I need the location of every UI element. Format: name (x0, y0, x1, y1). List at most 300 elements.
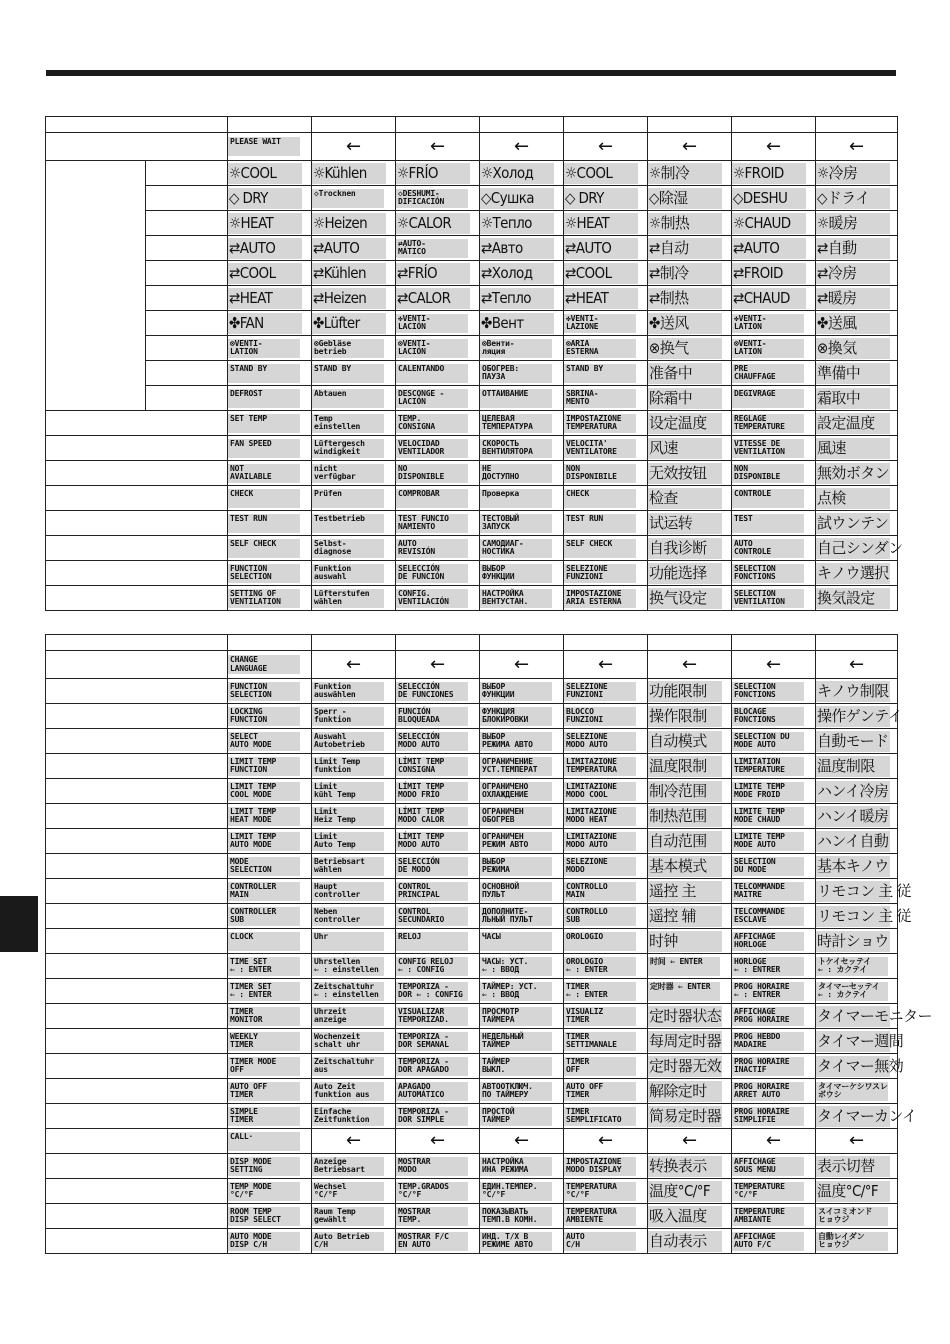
lcd-display-text: CONTROL SECUNDARIO (396, 907, 468, 926)
lcd-display-text: REGLAGE TEMPERATURE (732, 414, 804, 433)
lcd-display-text: ⊗Венти- ляция (480, 339, 552, 358)
lcd-display-text: TEMPORIZA - DOR APAGADO (396, 1057, 468, 1076)
lcd-display-text: ВЫБОР РЕЖИМА АВТО (480, 732, 552, 751)
lcd-display-text: nicht verfügbar (312, 464, 384, 483)
table-row (46, 779, 898, 804)
lcd-display-text: LIMIT TEMP AUTO MODE (228, 832, 300, 851)
lcd-display-text: CONTROLLER MAIN (228, 882, 300, 901)
lcd-display-text: LÍMIT TEMP MODO AUTO (396, 832, 468, 851)
lcd-display-text: TEMPERATURA AMBIENTE (564, 1207, 636, 1226)
lcd-display-text: Limit Auto Temp (312, 832, 384, 851)
lcd-display-text: PROG HORAIRE ⇐ : ENTRER (732, 982, 804, 1001)
lcd-display-text: ⇄Авто (480, 238, 554, 259)
lcd-display-text: НАСТРОЙКА ИНА РЕЖИМА (480, 1157, 552, 1176)
lcd-display-text: タイマーカンイ (817, 1106, 917, 1125)
row-label (46, 929, 228, 954)
table-row (46, 1104, 898, 1129)
lcd-display-text: ⇄AUTO (312, 238, 386, 259)
lcd-display-text: 設定温度 (816, 413, 890, 434)
lcd-display-text: 时间 ⇐ ENTER (648, 957, 720, 976)
top-rule (46, 70, 896, 76)
lcd-display-text: TEMPORIZA - DOR ⇐ : CONFIG (396, 982, 468, 1001)
lcd-display-text: ⇄COOL (564, 263, 638, 284)
lcd-display-text: ⇄自動 (816, 238, 890, 259)
lcd-display-text: SELECCIÓN DE FUNCIÓN (396, 564, 468, 583)
lcd-display-text: リモコン 主 従 (817, 881, 911, 900)
lcd-display-text: SELEZIONE FUNZIONI (564, 564, 636, 583)
lcd-display-text: SELECTION VENTILATION (732, 589, 804, 608)
mode-sub-label (146, 286, 228, 311)
lcd-display-text: 表示切替 (816, 1156, 890, 1177)
lcd-display-text: タイマー週間 (817, 1031, 904, 1050)
table-row (46, 133, 898, 161)
row-label (46, 1104, 228, 1129)
mode-sub-label (146, 311, 228, 336)
table-row (46, 486, 898, 511)
table-row (46, 1154, 898, 1179)
lcd-display-text: Lüftergesch windigkeit (312, 439, 384, 458)
lcd-display-text: LIMITAZIONE MODO HEAT (564, 807, 636, 826)
lcd-display-text: PRE CHAUFFAGE (732, 364, 804, 383)
lcd-display-text: Selbst- diagnose (312, 539, 384, 558)
lcd-display-text: SELECCIÓN DE MODO (396, 857, 468, 876)
lcd-display-text: ◇除湿 (648, 188, 722, 209)
lcd-display-text: TEMPERATURE AMBIANTE (732, 1207, 804, 1226)
lcd-display-text: IMPOSTAZIONE MODO DISPLAY (564, 1157, 636, 1176)
lcd-display-text: 自动表示 (648, 1231, 722, 1252)
lcd-display-text: LIMITATION TEMPERATURE (732, 757, 804, 776)
mode-sub-label (146, 211, 228, 236)
lcd-display-text: LIMIT TEMP COOL MODE (228, 782, 300, 801)
lcd-display-text: TEMP.GRADOS °C/°F (396, 1182, 468, 1201)
table-row (46, 1229, 898, 1254)
lcd-display-text: SELECCIÓN MODO AUTO (396, 732, 468, 751)
lcd-display-text: ROOM TEMP DISP SELECT (228, 1207, 300, 1226)
lcd-display-text: ⇄AUTO (228, 238, 302, 259)
lcd-display-text: 简易定时器 (649, 1106, 722, 1125)
lcd-display-text: VELOCITA' VENTILATORE (564, 439, 636, 458)
lcd-display-text: LÍMIT TEMP MODO CALOR (396, 807, 468, 826)
table-row (46, 929, 898, 954)
lcd-display-text: PROG HORAIRE ARRET AUTO (732, 1082, 804, 1101)
lcd-display-text: SELECTION DU MODE (732, 857, 804, 876)
lcd-display-text: ☼Тепло (480, 213, 554, 234)
lcd-display-text: OROLOGIO ⇐ : ENTER (564, 957, 636, 976)
lcd-display-text: SETTING OF VENTILATION (228, 589, 300, 608)
lcd-display-text: CALL· (228, 1132, 300, 1151)
lcd-display-text: SELECTION FONCTIONS (732, 682, 804, 701)
lcd-display-text: LIMIT TEMP FUNCTION (228, 757, 300, 776)
lcd-display-text: 试运转 (648, 513, 722, 534)
lcd-display-text: ☼FROID (732, 163, 806, 184)
lcd-display-text: 自动范围 (648, 831, 722, 852)
row-label (46, 854, 228, 879)
lcd-display-text: СКОРОСТЬ ВЕНТИЛЯТОРА (480, 439, 552, 458)
lcd-display-text: MOSTRAR MODO (396, 1157, 468, 1176)
lcd-display-text: ВЫБОР РЕЖИМА (480, 857, 552, 876)
same-as-english-arrow: ← (681, 653, 698, 675)
same-as-english-arrow: ← (345, 1130, 362, 1151)
lcd-display-text: 每周定时器 (649, 1031, 722, 1050)
table-row (46, 1054, 898, 1079)
lcd-display-text: ОГРАНИЧЕН РЕЖИМ АВТО (480, 832, 552, 851)
lcd-display-text: ☼COOL (564, 163, 638, 184)
lcd-display-text: 試ウンテン (817, 513, 889, 532)
lcd-display-text: SELECTION FONCTIONS (732, 564, 804, 583)
lcd-display-text: 準備中 (816, 363, 890, 384)
header-cell (46, 635, 228, 651)
row-label (46, 804, 228, 829)
lcd-display-text: ОГРАНИЧЕНИЕ УСТ.ТЕМПЕРАТ (480, 757, 552, 776)
table-row (46, 436, 898, 461)
lcd-display-text: トケイセッテイ ⇐ : カクテイ (816, 957, 888, 976)
mode-sub-label (146, 261, 228, 286)
lcd-display-text: キノウ制限 (817, 681, 889, 700)
lcd-display-text: NON DISPONIBILE (564, 464, 636, 483)
mode-sub-label (146, 161, 228, 186)
lcd-display-text: IMPOSTAZIONE TEMPERATURA (564, 414, 636, 433)
lcd-display-text: ⇄Kühlen (312, 263, 386, 284)
lcd-display-text: ДОПОЛНИТЕ- ЛЬНЫЙ ПУЛЬТ (480, 907, 552, 926)
lcd-display-text: AUTO CONTROLE (732, 539, 804, 558)
table-row (46, 261, 898, 286)
lcd-display-text: ⊗VENTI- LACIÓN (396, 339, 468, 358)
lcd-display-text: SELECTION DU MODE AUTO (732, 732, 804, 751)
lcd-display-text: НЕДЕЛЬНЫЙ ТАЙМЕР (480, 1032, 552, 1051)
lcd-display-text: 定时器无效 (649, 1056, 722, 1075)
lcd-display-text: ✤VENTI- LAZIONE (564, 314, 636, 333)
row-label (46, 133, 228, 161)
lcd-display-text: Neben controller (312, 907, 384, 926)
lcd-display-text: 自动模式 (648, 731, 722, 752)
row-label (46, 1204, 228, 1229)
header-cell (46, 117, 228, 133)
lcd-display-text: ТЕСТОВЫЙ ЗАПУСК (480, 514, 552, 533)
row-label (46, 954, 228, 979)
lcd-display-text: CONTROL PRINCIPAL (396, 882, 468, 901)
row-label (46, 704, 228, 729)
lcd-display-text: Wochenzeit schalt uhr (312, 1032, 384, 1051)
lcd-display-text: 检查 (648, 488, 722, 509)
lcd-display-text: АВТООТКЛЮЧ. ПО ТАЙМЕРУ (480, 1082, 552, 1101)
row-label (46, 586, 228, 611)
row-label (46, 979, 228, 1004)
lcd-display-text: TEMP MODE °C/°F (228, 1182, 300, 1201)
lcd-display-text: STAND BY (564, 364, 636, 383)
same-as-english-arrow: ← (848, 1130, 865, 1151)
lcd-display-text: ⇄冷房 (816, 263, 890, 284)
lcd-display-text: САМОДИАГ- НОСТИКА (480, 539, 552, 558)
language-header-row (46, 117, 898, 133)
lcd-display-text: ⇄AUTO (564, 238, 638, 259)
lcd-display-text: AUTO C/H (564, 1232, 636, 1251)
lcd-display-text: TEST RUN (228, 514, 300, 533)
lcd-display-text: 制冷范围 (648, 781, 722, 802)
lcd-display-text: VISUALIZAR TEMPORIZAD. (396, 1007, 468, 1026)
same-as-english-arrow: ← (597, 653, 614, 675)
lcd-display-text: ⇄HEAT (564, 288, 638, 309)
lcd-display-text: RELOJ (396, 932, 468, 951)
lcd-display-text: 温度°C/°F (648, 1181, 722, 1202)
table-row (46, 679, 898, 704)
lcd-display-text: ☼暖房 (816, 213, 890, 234)
table-row (46, 1079, 898, 1104)
lcd-display-text: Auto Zeit funktion aus (312, 1082, 384, 1101)
lcd-display-text: TEMPERATURA °C/°F (564, 1182, 636, 1201)
lcd-display-text: ⇄AUTO (732, 238, 806, 259)
row-label (46, 879, 228, 904)
lcd-display-text: CONFIG. VENTILACIÓN (396, 589, 468, 608)
lcd-display-text: Uhrzeit anzeige (312, 1007, 384, 1026)
lcd-display-text: 換気設定 (816, 588, 890, 609)
lcd-display-text: AFFICHAGE PROG HORAIRE (732, 1007, 804, 1026)
lcd-display-text: CONTROLLER SUB (228, 907, 300, 926)
lcd-display-text: 温度°C/°F (816, 1181, 890, 1202)
lcd-display-text: 吸入温度 (648, 1206, 722, 1227)
lcd-display-text: DESCONGE - LACIÓN (396, 389, 468, 408)
lcd-display-text: Uhr (312, 932, 384, 951)
lcd-display-text: ПРОСТОЙ ТАЙМЕР (480, 1107, 552, 1126)
lcd-display-text: 遥控 辅 (648, 906, 722, 927)
header-cell (312, 635, 396, 651)
lcd-display-text: ОГРАНИЧЕНО ОХЛАЖДЕНИЕ (480, 782, 552, 801)
lcd-display-text: ⊗VENTI- LATION (732, 339, 804, 358)
lcd-display-text: APAGADO AUTOMÁTICO (396, 1082, 468, 1101)
lcd-display-text: LIMITE TEMP MODE AUTO (732, 832, 804, 851)
lcd-display-text: LIMITAZIONE MODO COOL (564, 782, 636, 801)
lcd-display-text: 风速 (648, 438, 722, 459)
table-row (46, 361, 898, 386)
row-label (46, 411, 228, 436)
lcd-display-text: ВЫБОР ФУНКЦИИ (480, 564, 552, 583)
lcd-display-text: MOSTRAR TEMP. (396, 1207, 468, 1226)
lcd-display-text: Anzeige Betriebsart (312, 1157, 384, 1176)
table-row (46, 311, 898, 336)
lcd-display-text: Abtauen (312, 389, 384, 408)
header-cell (396, 117, 480, 133)
lcd-display-text: ОСНОВНОЙ ПУЛЬТ (480, 882, 552, 901)
lcd-display-text: ПРОСМОТР ТАЙМЕРА (480, 1007, 552, 1026)
lcd-display-text: SELEZIONE MODO (564, 857, 636, 876)
table-row (46, 1029, 898, 1054)
lcd-display-text: Проверка (480, 489, 552, 508)
lcd-display-text: TIMER OFF (564, 1057, 636, 1076)
lcd-display-text: FUNCTION SELECTION (228, 682, 300, 701)
lcd-display-text: DEGIVRAGE (732, 389, 804, 408)
lcd-display-text: ⇄制热 (648, 288, 722, 309)
lcd-display-text: FAN SPEED (228, 439, 300, 458)
lcd-display-text: TIMER SETTIMANALE (564, 1032, 636, 1051)
lcd-display-text: TEST (732, 514, 804, 533)
lcd-display-text: 風速 (816, 438, 890, 459)
row-label (46, 436, 228, 461)
lcd-display-text: TIME SET ⇐ : ENTER (228, 957, 300, 976)
lcd-display-text: 时钟 (648, 931, 722, 952)
lcd-display-text: タイマー無効 (817, 1056, 904, 1075)
lcd-display-text: TELCOMMANDE ESCLAVE (732, 907, 804, 926)
lcd-display-text: VISUALIZ TIMER (564, 1007, 636, 1026)
same-as-english-arrow: ← (681, 1130, 698, 1151)
same-as-english-arrow: ← (765, 135, 782, 157)
lcd-display-text: SELEZIONE FUNZIONI (564, 682, 636, 701)
lcd-display-text: Auto Betrieb C/H (312, 1232, 384, 1251)
lcd-display-text: LIMITE TEMP MODE FROID (732, 782, 804, 801)
table-row (46, 954, 898, 979)
table-row (46, 829, 898, 854)
lcd-display-text: НЕ ДОСТУПНО (480, 464, 552, 483)
lcd-display-text: Zeitschaltuhr ⇐ : einstellen (312, 982, 384, 1001)
row-label (46, 561, 228, 586)
row-label (46, 779, 228, 804)
lcd-message-table-2 (45, 634, 932, 1254)
lcd-display-text: LIMITE TEMP MODE CHAUD (732, 807, 804, 826)
lcd-display-text: Raum Temp gewählt (312, 1207, 384, 1226)
lcd-display-text: BLOCAGE FONCTIONS (732, 707, 804, 726)
lcd-display-text: PROG HORAIRE SIMPLIFIE (732, 1107, 804, 1126)
lcd-display-text: LIMITAZIONE MODO AUTO (564, 832, 636, 851)
lcd-display-text: ✤Вент (480, 313, 554, 334)
lcd-display-text: ハンイ自動 (817, 831, 889, 850)
lcd-display-text: Temp einstellen (312, 414, 384, 433)
same-as-english-arrow: ← (681, 135, 698, 157)
lcd-display-text: STAND BY (312, 364, 384, 383)
table-row (46, 1179, 898, 1204)
lcd-display-text: ⇄自动 (648, 238, 722, 259)
lcd-display-text: SET TEMP (228, 414, 300, 433)
lcd-display-text: Einfache Zeitfunktion (312, 1107, 384, 1126)
lcd-display-text: Limit Temp funktion (312, 757, 384, 776)
lcd-display-text: LIMIT TEMP HEAT MODE (228, 807, 300, 826)
lcd-display-text: PLEASE WAIT (228, 137, 300, 156)
row-label (46, 1029, 228, 1054)
lcd-display-text: 点検 (816, 488, 890, 509)
lcd-display-text: Haupt controller (312, 882, 384, 901)
lcd-display-text: TELCOMMANDE MAITRE (732, 882, 804, 901)
lcd-display-text: CHECK (228, 489, 300, 508)
lcd-display-text: 温度制限 (816, 756, 890, 777)
row-label (46, 754, 228, 779)
table-row (46, 804, 898, 829)
header-cell (312, 117, 396, 133)
table-row (46, 411, 898, 436)
lcd-display-text: CALENTANDO (396, 364, 468, 383)
lcd-display-text: ☼HEAT (564, 213, 638, 234)
lcd-display-text: VITESSE DE VENTILATION (732, 439, 804, 458)
lcd-display-text: ⇄Heizen (312, 288, 386, 309)
lcd-display-text: Zeitschaltuhr aus (312, 1057, 384, 1076)
lcd-display-text: CONFIG RELOJ ⇐ : CONFIG (396, 957, 468, 976)
lcd-display-text: 操作ゲンテイ (817, 706, 903, 725)
lcd-display-text: ⇄Тепло (480, 288, 554, 309)
table-row (46, 651, 898, 679)
lcd-display-text: ◇Trocknen (312, 189, 384, 208)
lcd-display-text: CHECK (564, 489, 636, 508)
table-row (46, 461, 898, 486)
lcd-display-text: TEST FUNCIO NAMIENTO (396, 514, 468, 533)
lcd-display-text: ⇄FROID (732, 263, 806, 284)
row-label (46, 486, 228, 511)
lcd-display-text: CONTROLLO MAIN (564, 882, 636, 901)
lcd-display-text: Testbetrieb (312, 514, 384, 533)
lcd-display-text: ОТТАИВАНИЕ (480, 389, 552, 408)
row-label (46, 679, 228, 704)
table-row (46, 879, 898, 904)
lcd-display-text: ЕДИН.ТЕМПЕР. °C/°F (480, 1182, 552, 1201)
lcd-display-text: CONTROLLO SUB (564, 907, 636, 926)
lcd-display-text: Sperr - funktion (312, 707, 384, 726)
lcd-display-text: 自己シンダン (817, 538, 903, 557)
lcd-display-text: MODE SELECTION (228, 857, 300, 876)
lcd-display-text: ✤VENTI- LACIÓN (396, 314, 468, 333)
lcd-display-text: PROG HEBDO MADAIRE (732, 1032, 804, 1051)
same-as-english-arrow: ← (513, 135, 530, 157)
table-row (46, 854, 898, 879)
lcd-display-text: ◇ DRY (564, 188, 638, 209)
header-cell (480, 635, 564, 651)
lcd-display-text: PROG HORAIRE INACTIF (732, 1057, 804, 1076)
row-label (46, 651, 228, 679)
header-cell (816, 117, 898, 133)
mode-sub-label (146, 361, 228, 386)
lcd-display-text: ✤FAN (228, 313, 302, 334)
lcd-display-text: TEMPERATURE °C/°F (732, 1182, 804, 1201)
lcd-display-text: TEMP. CONSIGNA (396, 414, 468, 433)
lcd-display-text: SELEZIONE MODO AUTO (564, 732, 636, 751)
lcd-display-text: Prüfen (312, 489, 384, 508)
lcd-display-text: ☼Kühlen (312, 163, 386, 184)
mode-sub-label (146, 186, 228, 211)
lcd-display-text: ◇ドライ (816, 188, 890, 209)
lcd-display-text: 無効ボタン (817, 463, 890, 482)
side-tab-marker (0, 896, 38, 952)
mode-group-label (46, 161, 146, 411)
lcd-display-text: タイマーケシワスレ ボウシ (818, 1081, 888, 1099)
same-as-english-arrow: ← (848, 135, 865, 157)
lcd-display-text: TIMER MODE OFF (228, 1057, 300, 1076)
lcd-display-text: IMPOSTAZIONE ARIA ESTERNA (564, 589, 636, 608)
lcd-display-text: ИНД. Т/Х В РЕЖИМЕ АВТО (480, 1232, 552, 1251)
lcd-display-text: ⇄AUTO- MÁTICO (396, 239, 468, 258)
lcd-display-text: 设定温度 (648, 413, 722, 434)
row-label (46, 829, 228, 854)
lcd-display-text: CONTROLE (732, 489, 804, 508)
lcd-display-text: ☼CHAUD (732, 213, 806, 234)
lcd-display-text: ЦЕЛЕВАЯ ТЕМПЕРАТУРА (480, 414, 552, 433)
lcd-display-text: 温度限制 (648, 756, 722, 777)
lcd-display-text: ⇄CHAUD (732, 288, 806, 309)
lcd-display-text: 遥控 主 (648, 881, 722, 902)
lcd-display-text: Lüfterstufen wählen (312, 589, 384, 608)
table-row (46, 211, 898, 236)
same-as-english-arrow: ← (513, 1130, 530, 1151)
table-row (46, 586, 898, 611)
lcd-display-text: 自動モード (817, 731, 889, 750)
row-label (46, 536, 228, 561)
lcd-display-text: LÍMIT TEMP MODO FRÍO (396, 782, 468, 801)
lcd-display-text: ✤VENTI- LATION (732, 314, 804, 333)
same-as-english-arrow: ← (765, 1130, 782, 1151)
lcd-display-text: 自動レイダン ヒョウジ (816, 1232, 888, 1251)
lcd-display-text: SELF CHECK (564, 539, 636, 558)
lcd-display-text: SIMPLE TIMER (228, 1107, 300, 1126)
header-cell (228, 635, 312, 651)
lcd-display-text: 時計ショウ (817, 931, 889, 950)
lcd-display-text: キノウ選択 (817, 563, 889, 582)
same-as-english-arrow: ← (765, 653, 782, 675)
lcd-display-text: FUNCIÓN BLOQUEADA (396, 707, 468, 726)
lcd-display-text: 功能限制 (648, 681, 722, 702)
lcd-display-text: VELOCIDAD VENTILADOR (396, 439, 468, 458)
